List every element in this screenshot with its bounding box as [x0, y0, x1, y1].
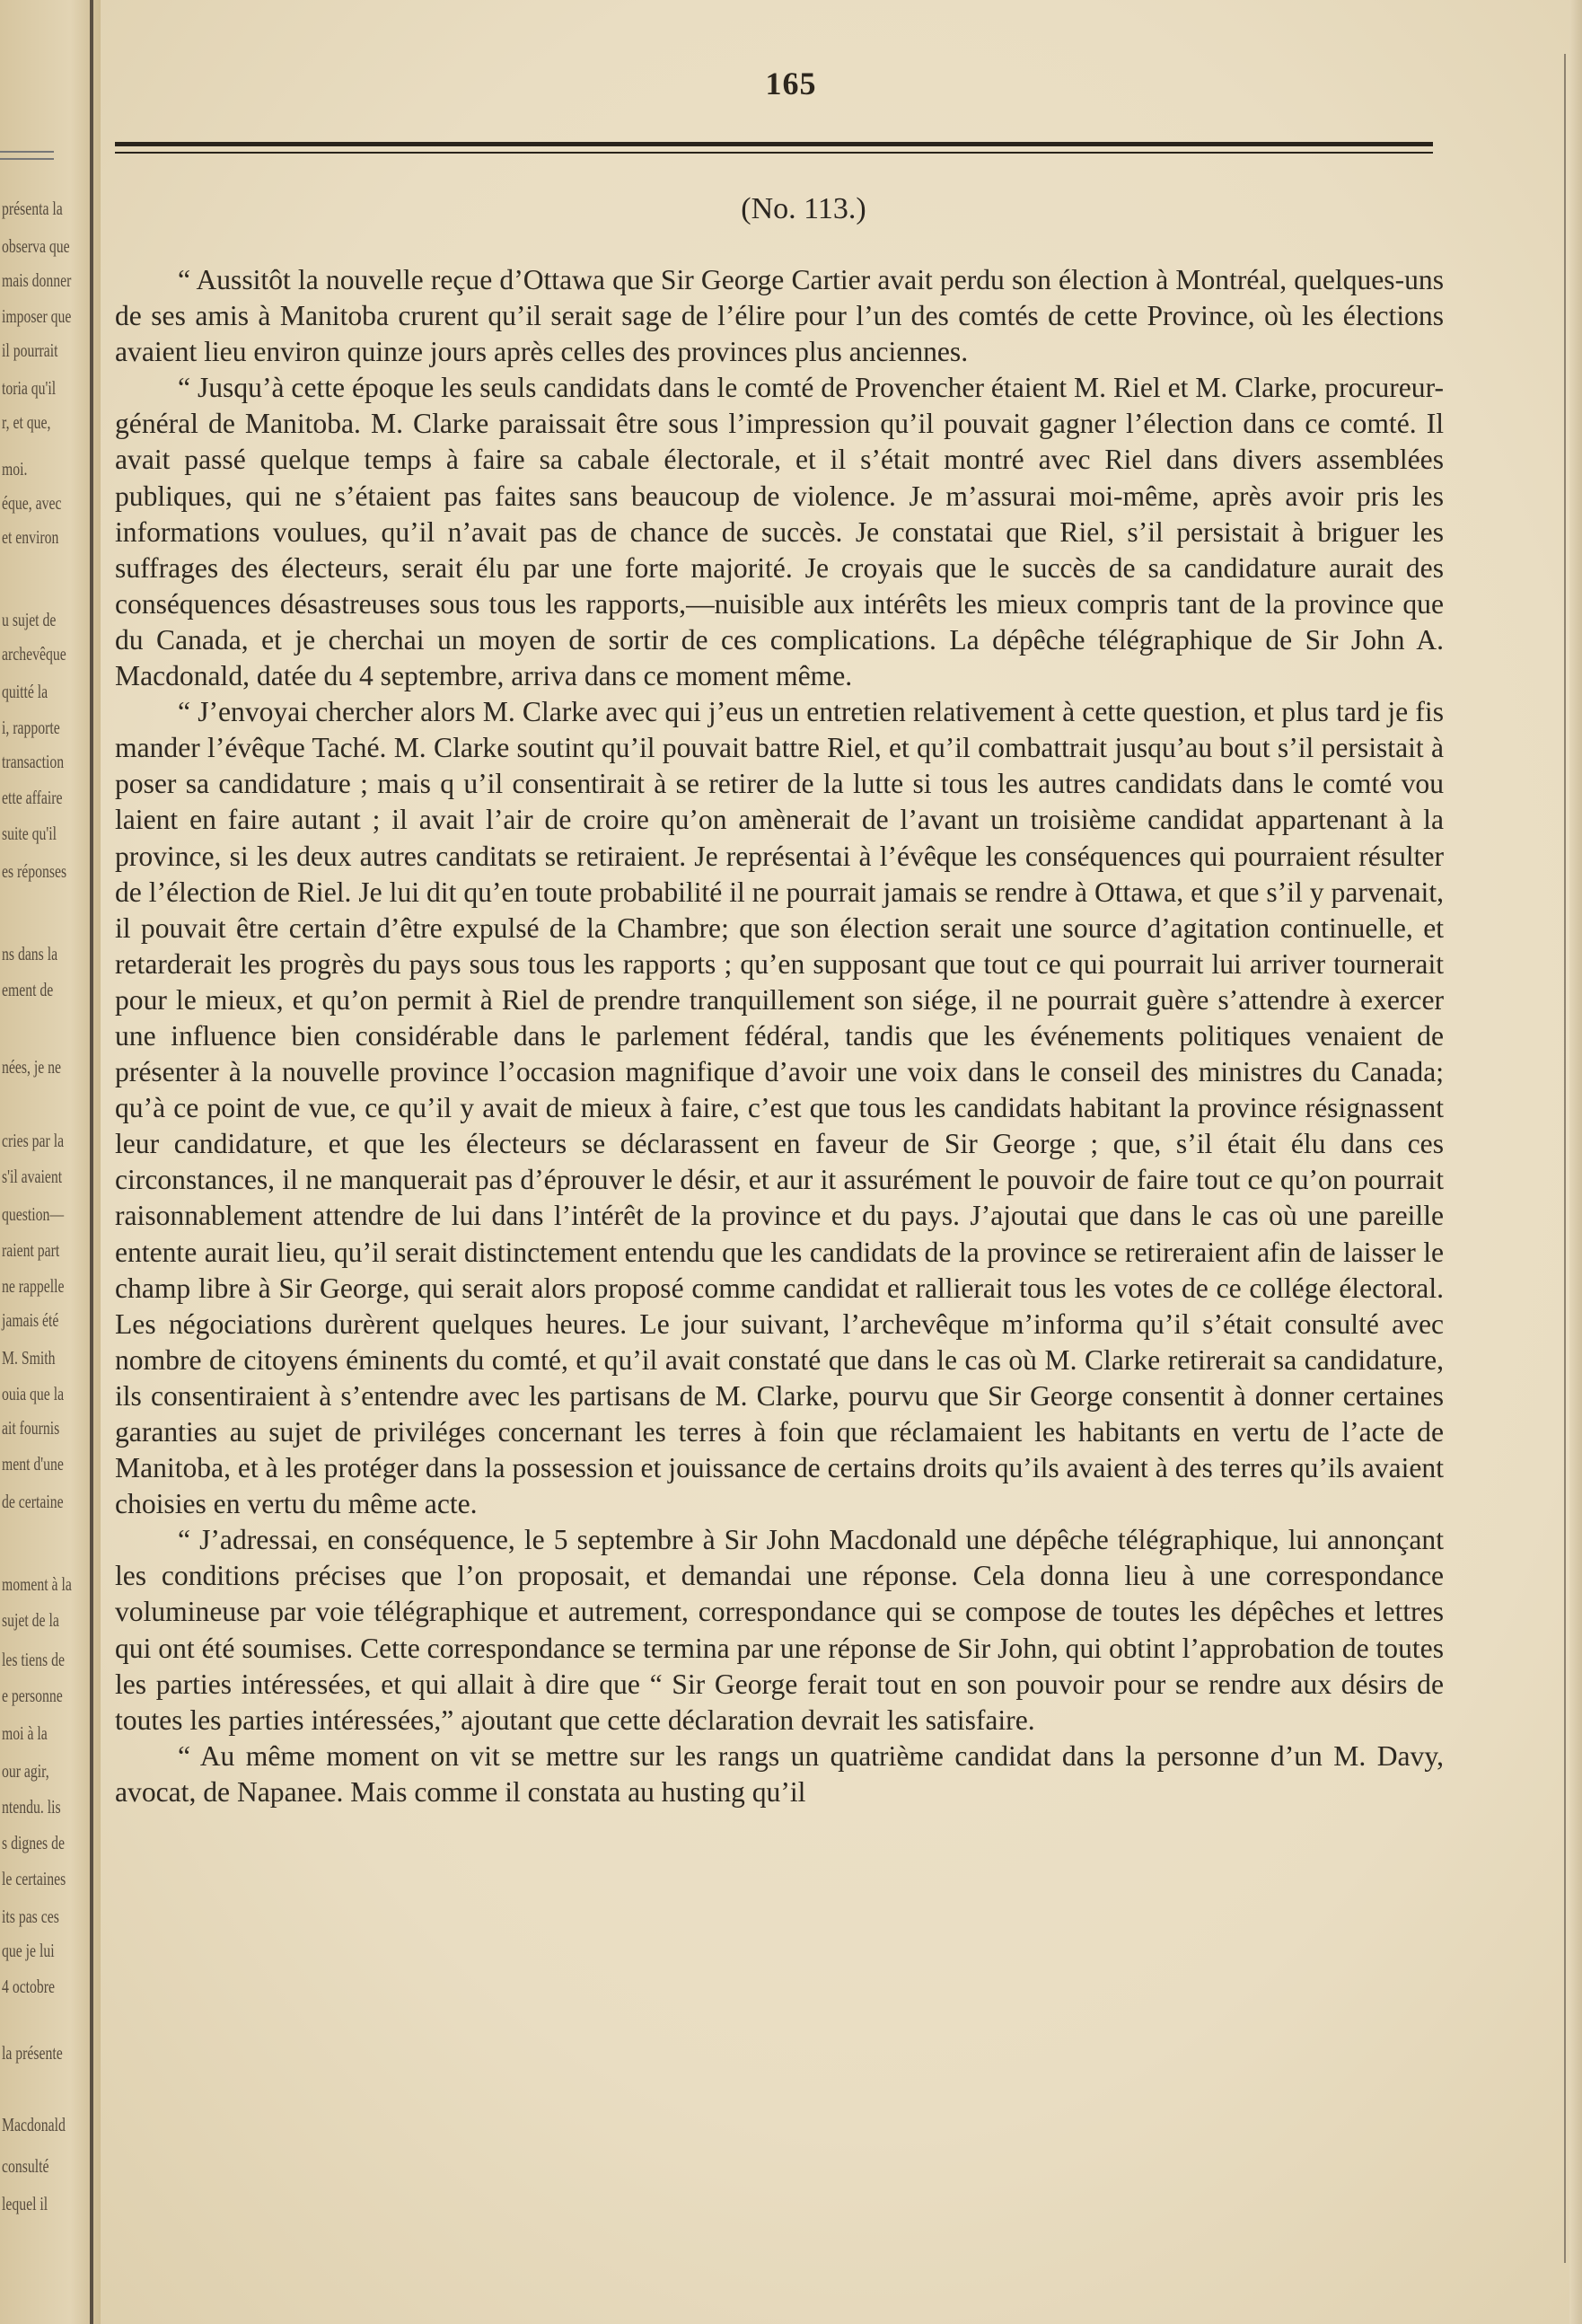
margin-fragment: moi à la [2, 1722, 48, 1744]
margin-fragment: transaction [2, 751, 65, 772]
margin-fragment: ns dans la [2, 943, 58, 964]
paragraph: “ J’envoyai chercher alors M. Clarke avec qui j’eus un entretien relativement à cette question, et plus tard je fis mander l’évêque Taché. M. Clarke soutint qu’il pouvait battre Riel, et qu’il combattrait jusqu’au bout s’il persistait à poser sa candidature ; mais q u’il consentirait à se retirer de la lutte si tous les autres candidats dans le comté vou laient en faire autant ; il avait l’air de croire qu’on amènerait de l’avant un troisième candidat appartenant à la province, si les deux autres canditats se retiraient. Je représentai à l’évêque les conséquences qui pourraient résulter de l’élection de Riel. Je lui dit qu’en toute probabilité il ne pourrait jamais se rendre à Ottawa, et que s’il y parvenait, il pouvait être certain d’être expulsé de la Chambre; que son élection serait une source d’agitation continuelle, et retarderait les progrès du pays sous tous les rapports ; qu’en supposant que tout ce qui pourrait lui arriver tournerait pour le mieux, et qu’on permit à Riel de prendre tranquillement son siége, il ne pourrait guère s’attendre à exercer une influence bien considérable dans le parlement fédéral, tandis que les événements politiques venaient de présenter à la nouvelle province l’occasion magnifique d’avoir une voix dans le conseil des ministres du Canada; qu’à ce point de vue, ce qu’il y avait de mieux à faire, c’est que tous les candidats habitant la province résignassent leur candidature, et que les électeurs se déclarassent en faveur de Sir George ; que, s’il était élu dans ces circonstances, il ne manquerait pas d’éprouver le désir, et aur it assurément le pouvoir de faire tout ce qu’on pourrait raisonnablement attendre de lui dans l’intérêt de la province et du pays. J’ajoutai que dans le cas où une pareille entente aurait lieu, qu’il serait distinctement entendu que les candidats de la province se retireraient afin de laisser le champ libre à Sir George, qui serait alors proposé comme candidat et rallierait tous les votes de ce collége électoral. Les négociations durèrent quelques heures. Le jour suivant, l’archevêque m’informa qu’il s’était consulté avec nombre de citoyens éminents du comté, et qu’il avait constaté que dans le cas où M. Clarke retirerait sa candidature, ils consentiraient à s’entendre avec les partisans de M. Clarke, pourvu que Sir George consentit à donner certaines garanties au sujet de priviléges concernant les terres à foin que réclamaient les habitants en vertu de l’acte de Manitoba, et à les protéger dans la possession et jouissance de certains droits qu’ils avaient à des terres qu’ils avaient choisies en vertu du même acte. [115, 696, 1444, 1520]
margin-fragment: toria qu'il [2, 377, 57, 399]
margin-fragment: question— [2, 1203, 65, 1225]
margin-fragment: our agir, [2, 1760, 49, 1782]
paragraph: “ Au même moment on vit se mettre sur les rangs un quatrième candidat dans la personne d’un M. Davy, avocat, de Napanee. Mais comme il constata au husting qu’il [115, 1739, 1444, 1808]
margin-fragment: suite qu'il [2, 823, 57, 844]
margin-fragment: ette affaire [2, 787, 63, 808]
margin-fragment: observa que [2, 235, 70, 257]
margin-fragment: et environ [2, 526, 59, 548]
margin-fragment: r, et que, [2, 411, 51, 433]
margin-fragment: moi. [2, 458, 28, 480]
margin-fragment: la présente [2, 2042, 63, 2064]
gutter-rule [0, 151, 54, 153]
header-rule-thick [115, 142, 1433, 146]
binding-gutter [0, 0, 101, 2324]
margin-fragment: u sujet de [2, 609, 57, 630]
margin-fragment: ait fournis [2, 1417, 60, 1439]
margin-fragment: que je lui [2, 1940, 55, 1961]
margin-fragment: de certaine [2, 1491, 64, 1512]
margin-fragment: s dignes de [2, 1832, 65, 1853]
paragraph: “ Aussitôt la nouvelle reçue d’Ottawa que Sir George Cartier avait perdu son élection à Montréal, quelques-uns de ses amis à Manitoba crurent qu’il serait sage de l’élire pour l’un des comtés de cette Province, où les élections avaient lieu environ quinze jours après celles des provinces plus anciennes. [115, 264, 1444, 368]
paragraph: “ J’adressai, en conséquence, le 5 septembre à Sir John Macdonald une dépêche télégraphique, lui annonçant les conditions précises que l’on proposait, et demandai une réponse. Cela donna lieu à une correspondance volumineuse par voie télégraphique et autrement, correspondance qui se compose de toutes les dépêches et lettres qui ont été soumises. Cette correspondance se termina par une réponse de Sir John, qui obtint l’approbation de toutes les parties intéressées, et qui allait à dire que “ Sir George ferait tout en son pouvoir pour se rendre aux désirs de toutes les parties intéressées,” ajoutant que cette déclaration devrait les satisfaire. [115, 1524, 1444, 1736]
margin-fragment: i, rapporte [2, 717, 60, 738]
margin-fragment: les tiens de [2, 1649, 65, 1670]
document-number: (No. 113.) [741, 192, 866, 225]
margin-fragment: éque, avec [2, 492, 62, 514]
margin-fragment: quitté la [2, 681, 48, 702]
margin-fragment: moment à la [2, 1573, 72, 1595]
margin-fragment: lequel il [2, 2193, 48, 2214]
margin-fragment: Macdonald [2, 2114, 66, 2135]
page-number: 165 [765, 66, 817, 101]
margin-fragment: 4 octobre [2, 1976, 56, 1997]
body-text [115, 262, 1444, 1810]
margin-fragment: imposer que [2, 305, 72, 327]
margin-fragment: ment d'une [2, 1453, 64, 1475]
gutter-rule [0, 158, 54, 160]
margin-fragment: le certaines [2, 1868, 66, 1889]
margin-fragment: nées, je ne [2, 1056, 62, 1078]
paragraph: “ Jusqu’à cette époque les seuls candidats dans le comté de Provencher étaient M. Riel et M. Clarke, procureur-général de Manitoba. M. Clarke paraissait être sous l’impression qu’il pouvait gagner l’élection dans ce comté. Il avait passé quelque temps à faire sa cabale électorale, et il s’était montré avec Riel dans divers assemblées publiques, qui ne s’étaient pas faites sans beaucoup de violence. Je m’assurai moi-même, après avoir pris les informations voulues, qu’il n’avait pas de chance de succès. Je constatai que Riel, s’il persistait à briguer les suffrages des électeurs, serait élu par une forte majorité. Je croyais que le succès de sa candidature aurait des conséquences désastreuses sous tous les rapports,—nuisible aux intérêts les mieux compris tant de la province que du Canada, et je cherchai un moyen de sortir de ces complications. La dépêche télégraphique de Sir John A. Macdonald, datée du 4 septembre, arriva dans ce moment même. [115, 372, 1444, 692]
margin-fragment: ouia que la [2, 1383, 65, 1404]
margin-fragment: raient part [2, 1239, 60, 1261]
margin-fragment: mais donner [2, 269, 72, 291]
right-margin-line [1564, 54, 1566, 2263]
margin-fragment: es réponses [2, 860, 67, 882]
margin-fragment: consulté [2, 2155, 49, 2177]
margin-fragment: cries par la [2, 1130, 65, 1151]
margin-fragment: sujet de la [2, 1609, 59, 1631]
margin-fragment: ne rappelle [2, 1275, 65, 1297]
right-page-edge [1569, 0, 1582, 2324]
margin-fragment: archevêque [2, 643, 66, 665]
margin-fragment: jamais été [2, 1309, 59, 1331]
margin-fragment: ntendu. lis [2, 1796, 61, 1818]
margin-fragment: ement de [2, 979, 54, 1000]
margin-fragment: présenta la [2, 198, 63, 219]
binding-line [90, 0, 93, 2324]
margin-fragment: e personne [2, 1685, 63, 1706]
margin-fragment: M. Smith [2, 1347, 56, 1369]
margin-fragment: its pas ces [2, 1906, 59, 1927]
margin-fragment: il pourrait [2, 339, 58, 361]
header-rule-thin [115, 152, 1433, 154]
margin-fragment: s'il avaient [2, 1166, 63, 1187]
